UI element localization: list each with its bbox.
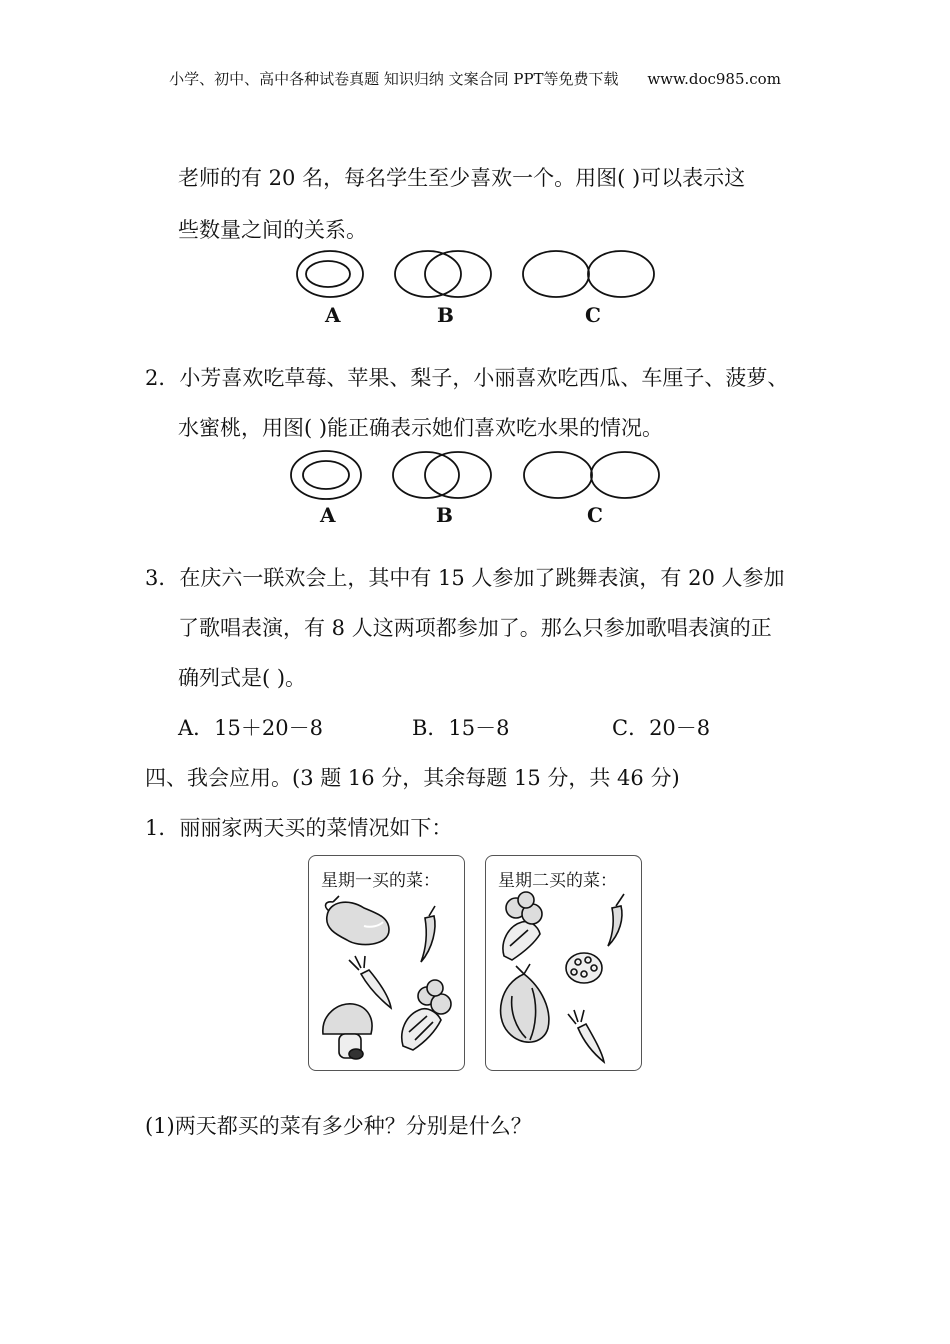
- q3-option-a: A．15＋20－8: [178, 716, 323, 740]
- monday-card-title: 星期一买的菜：: [321, 871, 440, 891]
- tuesday-card-title: 星期二买的菜：: [498, 871, 617, 891]
- bok-choy-icon: [503, 892, 542, 960]
- bok-choy-icon: [402, 980, 451, 1050]
- monday-vegetable-card: [308, 855, 465, 1071]
- q1-option-c-diagram: [523, 251, 654, 297]
- q2-option-a-diagram: [291, 451, 361, 499]
- q2-option-b-diagram: [393, 452, 491, 498]
- q2-line2: 水蜜桃，用图( )能正确表示她们喜欢吃水果的情况。: [178, 416, 664, 440]
- q3-option-c: C．20－8: [612, 716, 711, 740]
- q2-label-c: C: [587, 503, 603, 527]
- chili-icon: [608, 894, 624, 946]
- s4-q1-sub1: (1)两天都买的菜有多少种？分别是什么？: [145, 1114, 532, 1138]
- q1-label-b: B: [437, 303, 454, 327]
- q3-line3: 确列式是( )。: [178, 666, 307, 690]
- q3-option-b: B．15－8: [412, 716, 510, 740]
- q2-line1: 2．小芳喜欢吃草莓、苹果、梨子，小丽喜欢吃西瓜、车厘子、菠萝、: [145, 366, 789, 390]
- q1-option-b-diagram: [395, 251, 491, 297]
- s4-q1-stem: 1．丽丽家两天买的菜情况如下：: [145, 816, 453, 840]
- q1-venn-options: [280, 240, 680, 330]
- chili-icon: [421, 906, 435, 962]
- lotus-root-icon: [566, 953, 602, 983]
- carrot-icon: [568, 1010, 604, 1062]
- q1-label-c: C: [585, 303, 601, 327]
- q1-line1: 老师的有 20 名，每名学生至少喜欢一个。用图( )可以表示这: [178, 166, 746, 190]
- mushroom-icon: [323, 1004, 372, 1059]
- q1-label-a: A: [325, 303, 341, 327]
- q2-label-b: B: [436, 503, 453, 527]
- tuesday-vegetables: [486, 856, 643, 1072]
- header-text: 小学、初中、高中各种试卷真题 知识归纳 文案合同 PPT等免费下载: [169, 70, 619, 88]
- onion-icon: [501, 964, 549, 1042]
- q3-line2: 了歌唱表演，有 8 人这两项都参加了。那么只参加歌唱表演的正: [178, 616, 772, 640]
- monday-vegetables: [309, 856, 466, 1072]
- q1-line2: 些数量之间的关系。: [178, 218, 367, 242]
- q3-line1: 3．在庆六一联欢会上，其中有 15 人参加了跳舞表演，有 20 人参加: [145, 566, 785, 590]
- tuesday-vegetable-card: [485, 855, 642, 1071]
- q2-label-a: A: [320, 503, 336, 527]
- q2-option-c-diagram: [524, 452, 659, 498]
- q1-option-a-diagram: [297, 251, 363, 297]
- section4-title: 四、我会应用。(3 题 16 分，其余每题 15 分，共 46 分): [145, 766, 680, 790]
- carrot-icon: [349, 956, 391, 1008]
- q2-venn-options: [280, 445, 680, 530]
- header-site: www.doc985.com: [647, 70, 781, 88]
- eggplant-icon: [326, 896, 389, 945]
- page-header: [0, 68, 950, 89]
